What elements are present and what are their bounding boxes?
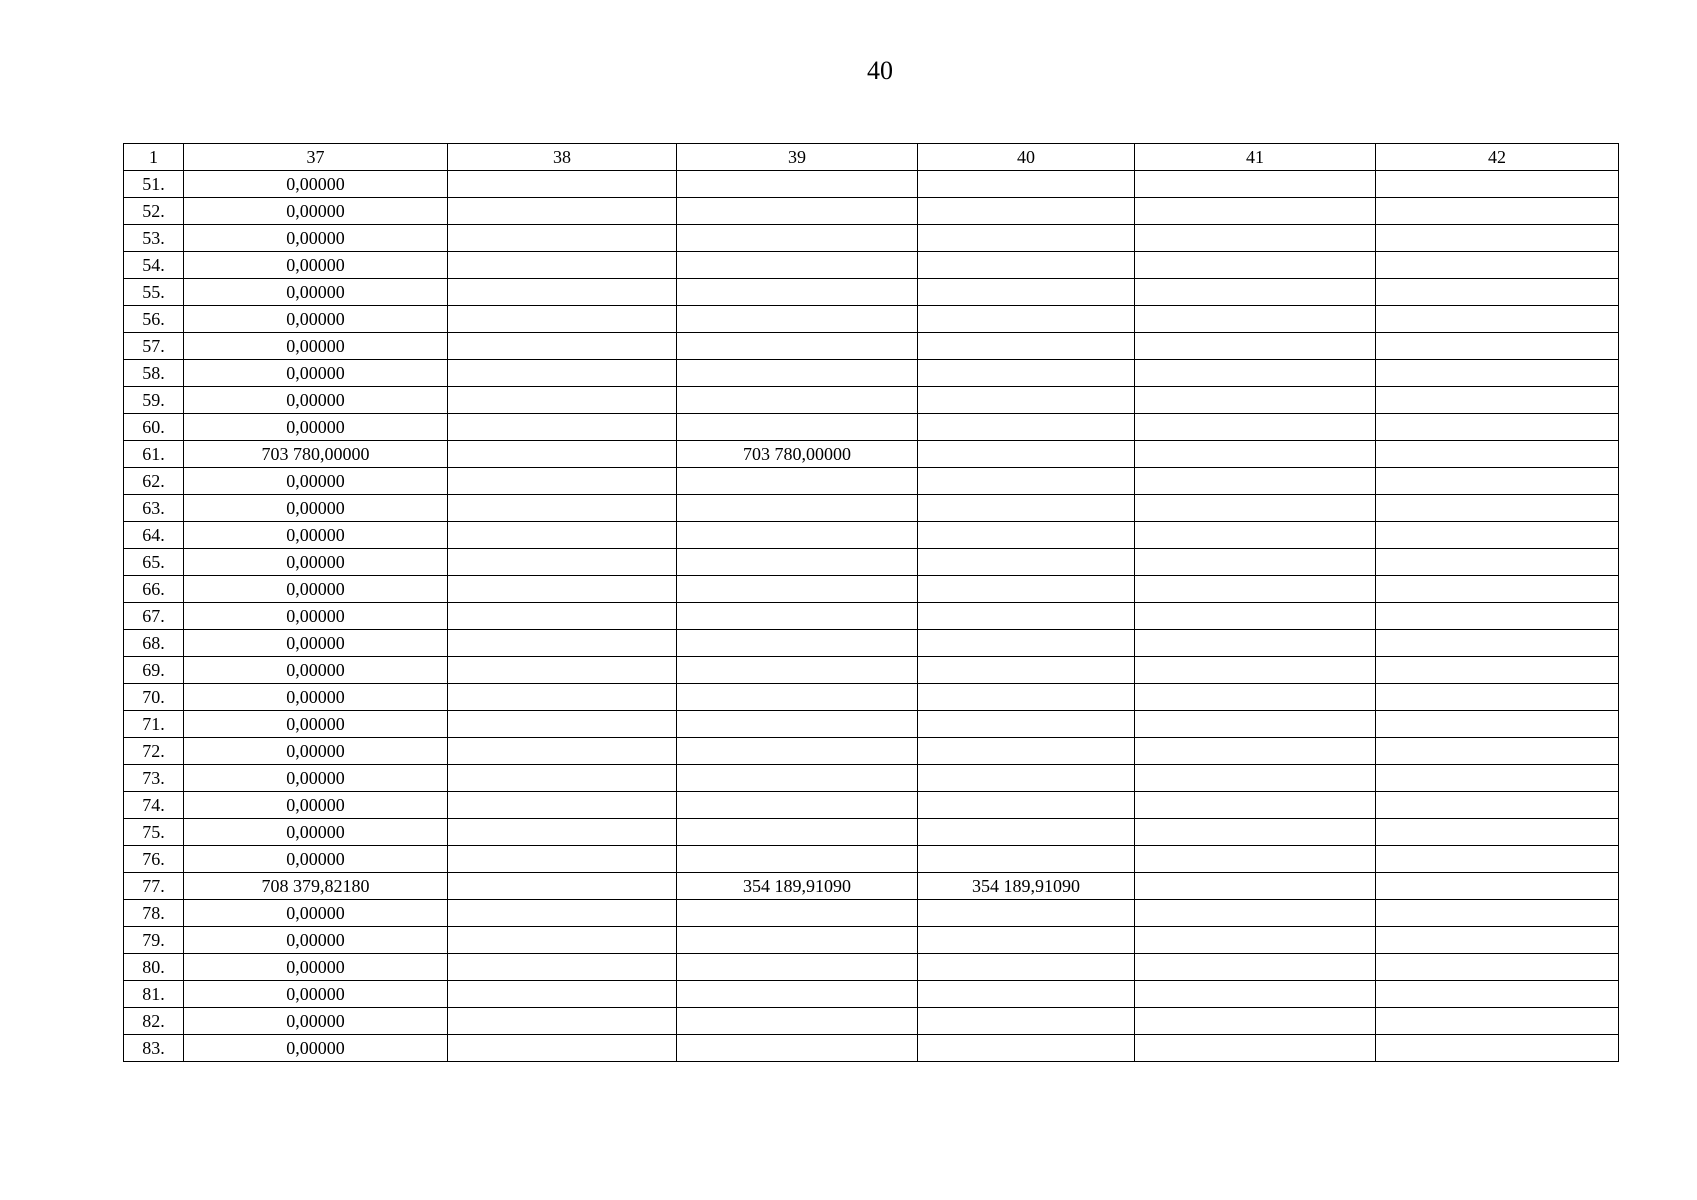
table-row (124, 954, 1619, 981)
table-cell-col-40 (918, 684, 1135, 711)
table-cell-col-42 (1376, 279, 1619, 306)
table-cell-col-37: 0,00000 (184, 927, 448, 954)
table-cell-col-42 (1376, 765, 1619, 792)
header-cell-col-39: 39 (677, 144, 918, 171)
table-cell-col-41 (1135, 846, 1376, 873)
table-cell-row-number: 63. (124, 495, 184, 522)
table-cell-col-40 (918, 171, 1135, 198)
table-cell-col-38 (448, 576, 677, 603)
table-cell-col-37: 0,00000 (184, 252, 448, 279)
table-body (124, 171, 1619, 1062)
table-cell-col-39 (677, 954, 918, 981)
table-row (124, 414, 1619, 441)
table-cell-row-number: 81. (124, 981, 184, 1008)
table-cell-col-40 (918, 198, 1135, 225)
table-cell-col-42 (1376, 441, 1619, 468)
table-row (124, 387, 1619, 414)
table-cell-col-41 (1135, 225, 1376, 252)
table-row (124, 819, 1619, 846)
table-cell-col-40 (918, 819, 1135, 846)
table-cell-col-37: 708 379,82180 (184, 873, 448, 900)
table-cell-col-40 (918, 441, 1135, 468)
table-cell-col-42 (1376, 1008, 1619, 1035)
table-cell-col-42 (1376, 603, 1619, 630)
table-cell-col-39 (677, 738, 918, 765)
table-cell-col-38 (448, 603, 677, 630)
table-cell-col-41 (1135, 711, 1376, 738)
table-cell-col-39 (677, 495, 918, 522)
table-cell-col-42 (1376, 198, 1619, 225)
table-cell-col-41 (1135, 441, 1376, 468)
table-cell-col-38 (448, 387, 677, 414)
table-cell-col-38 (448, 171, 677, 198)
table-row (124, 441, 1619, 468)
table-row (124, 684, 1619, 711)
table-cell-col-41 (1135, 576, 1376, 603)
table-cell-col-37: 0,00000 (184, 684, 448, 711)
table-cell-col-40 (918, 414, 1135, 441)
table-cell-col-40: 354 189,91090 (918, 873, 1135, 900)
table-cell-row-number: 54. (124, 252, 184, 279)
table-cell-col-38 (448, 792, 677, 819)
table-cell-col-42 (1376, 468, 1619, 495)
table-cell-row-number: 77. (124, 873, 184, 900)
table-cell-col-40 (918, 738, 1135, 765)
table-row (124, 1008, 1619, 1035)
table-cell-row-number: 83. (124, 1035, 184, 1062)
table-cell-col-42 (1376, 414, 1619, 441)
table-cell-col-38 (448, 252, 677, 279)
table-row (124, 846, 1619, 873)
table-cell-col-37: 0,00000 (184, 1035, 448, 1062)
table-row (124, 171, 1619, 198)
table-cell-col-42 (1376, 522, 1619, 549)
table-cell-col-41 (1135, 252, 1376, 279)
table-cell-row-number: 61. (124, 441, 184, 468)
table-cell-col-37: 0,00000 (184, 387, 448, 414)
table-cell-col-40 (918, 927, 1135, 954)
table-row (124, 981, 1619, 1008)
table-cell-col-40 (918, 279, 1135, 306)
table-cell-col-40 (918, 252, 1135, 279)
table-row (124, 306, 1619, 333)
table-cell-col-37: 0,00000 (184, 819, 448, 846)
table-cell-col-37: 0,00000 (184, 738, 448, 765)
table-cell-col-41 (1135, 1035, 1376, 1062)
table-cell-col-39 (677, 603, 918, 630)
table-cell-row-number: 52. (124, 198, 184, 225)
table-cell-col-39: 354 189,91090 (677, 873, 918, 900)
table-cell-col-41 (1135, 495, 1376, 522)
table-cell-row-number: 78. (124, 900, 184, 927)
table-cell-row-number: 55. (124, 279, 184, 306)
table-cell-col-41 (1135, 387, 1376, 414)
table-cell-row-number: 68. (124, 630, 184, 657)
table-cell-col-40 (918, 792, 1135, 819)
table-row (124, 900, 1619, 927)
table-cell-col-37: 0,00000 (184, 603, 448, 630)
table-cell-col-42 (1376, 306, 1619, 333)
table-cell-row-number: 82. (124, 1008, 184, 1035)
table-cell-col-40 (918, 495, 1135, 522)
table-cell-col-41 (1135, 279, 1376, 306)
table-cell-col-38 (448, 306, 677, 333)
table-cell-col-37: 0,00000 (184, 900, 448, 927)
table-cell-col-38 (448, 414, 677, 441)
table-cell-col-40 (918, 846, 1135, 873)
table-cell-col-38 (448, 900, 677, 927)
table-cell-col-41 (1135, 333, 1376, 360)
table-cell-col-42 (1376, 954, 1619, 981)
table-cell-col-40 (918, 711, 1135, 738)
table-row (124, 495, 1619, 522)
table-cell-col-38 (448, 468, 677, 495)
table-cell-col-42 (1376, 927, 1619, 954)
table-cell-col-37: 0,00000 (184, 657, 448, 684)
table-cell-col-41 (1135, 819, 1376, 846)
table-cell-col-42 (1376, 549, 1619, 576)
table-cell-col-39 (677, 333, 918, 360)
table-cell-col-41 (1135, 198, 1376, 225)
table-cell-col-39 (677, 657, 918, 684)
table-cell-col-39 (677, 711, 918, 738)
table-cell-col-41 (1135, 765, 1376, 792)
table-cell-row-number: 76. (124, 846, 184, 873)
header-cell-col-41: 41 (1135, 144, 1376, 171)
table-cell-col-37: 0,00000 (184, 630, 448, 657)
table-cell-col-37: 0,00000 (184, 279, 448, 306)
table-cell-col-39 (677, 630, 918, 657)
table-cell-col-38 (448, 819, 677, 846)
table-cell-row-number: 66. (124, 576, 184, 603)
table-cell-col-39 (677, 927, 918, 954)
table-cell-col-41 (1135, 792, 1376, 819)
table-cell-row-number: 79. (124, 927, 184, 954)
table-cell-row-number: 59. (124, 387, 184, 414)
table-cell-col-41 (1135, 738, 1376, 765)
table-cell-col-40 (918, 468, 1135, 495)
header-cell-col-38: 38 (448, 144, 677, 171)
table-cell-col-41 (1135, 603, 1376, 630)
table-row (124, 333, 1619, 360)
table-cell-col-38 (448, 198, 677, 225)
table-cell-col-41 (1135, 900, 1376, 927)
table-cell-col-42 (1376, 738, 1619, 765)
table-cell-col-37: 0,00000 (184, 549, 448, 576)
table-cell-row-number: 74. (124, 792, 184, 819)
table-cell-col-42 (1376, 387, 1619, 414)
table-row (124, 927, 1619, 954)
table-cell-col-37: 0,00000 (184, 360, 448, 387)
table-cell-col-42 (1376, 684, 1619, 711)
table-row (124, 549, 1619, 576)
table-cell-col-41 (1135, 684, 1376, 711)
table-cell-col-38 (448, 549, 677, 576)
table-cell-row-number: 65. (124, 549, 184, 576)
table-cell-col-41 (1135, 1008, 1376, 1035)
table-cell-row-number: 56. (124, 306, 184, 333)
table-cell-col-39 (677, 414, 918, 441)
table-cell-col-42 (1376, 711, 1619, 738)
table-cell-col-37: 0,00000 (184, 468, 448, 495)
table-cell-col-39 (677, 306, 918, 333)
header-cell-col-37: 37 (184, 144, 448, 171)
table-cell-col-41 (1135, 522, 1376, 549)
table-cell-col-40 (918, 765, 1135, 792)
table-row (124, 873, 1619, 900)
table-cell-col-39 (677, 171, 918, 198)
header-cell-col-40: 40 (918, 144, 1135, 171)
table-cell-col-40 (918, 657, 1135, 684)
table-row (124, 468, 1619, 495)
table-cell-col-37: 0,00000 (184, 306, 448, 333)
header-cell-col-1: 1 (124, 144, 184, 171)
table-cell-col-38 (448, 522, 677, 549)
table-cell-col-39 (677, 387, 918, 414)
table-row (124, 1035, 1619, 1062)
table-cell-col-42 (1376, 873, 1619, 900)
table-cell-col-39 (677, 684, 918, 711)
table-cell-col-38 (448, 630, 677, 657)
table-cell-col-39 (677, 468, 918, 495)
table-cell-col-42 (1376, 171, 1619, 198)
table-row (124, 522, 1619, 549)
table-cell-col-37: 0,00000 (184, 792, 448, 819)
table-cell-col-41 (1135, 630, 1376, 657)
table-row (124, 630, 1619, 657)
table-cell-col-40 (918, 306, 1135, 333)
table-cell-row-number: 67. (124, 603, 184, 630)
table-cell-row-number: 58. (124, 360, 184, 387)
table-row (124, 657, 1619, 684)
table-cell-col-42 (1376, 252, 1619, 279)
table-row (124, 765, 1619, 792)
table-cell-col-42 (1376, 495, 1619, 522)
table-cell-col-38 (448, 495, 677, 522)
table-cell-col-39 (677, 576, 918, 603)
table-cell-col-39 (677, 846, 918, 873)
table-cell-col-39 (677, 1008, 918, 1035)
table-cell-row-number: 62. (124, 468, 184, 495)
table-cell-col-42 (1376, 819, 1619, 846)
table-cell-col-41 (1135, 468, 1376, 495)
table-cell-col-42 (1376, 225, 1619, 252)
table-cell-col-40 (918, 981, 1135, 1008)
table-cell-col-38 (448, 657, 677, 684)
table-cell-col-40 (918, 549, 1135, 576)
table-cell-row-number: 75. (124, 819, 184, 846)
table-row (124, 198, 1619, 225)
table-cell-row-number: 80. (124, 954, 184, 981)
table-row (124, 738, 1619, 765)
table-cell-col-41 (1135, 981, 1376, 1008)
table-cell-row-number: 72. (124, 738, 184, 765)
table-cell-row-number: 57. (124, 333, 184, 360)
table-cell-col-39 (677, 900, 918, 927)
table-cell-col-42 (1376, 576, 1619, 603)
table-cell-col-37: 0,00000 (184, 576, 448, 603)
table-cell-col-38 (448, 846, 677, 873)
table-cell-col-37: 0,00000 (184, 1008, 448, 1035)
table-cell-col-38 (448, 738, 677, 765)
table-cell-col-37: 0,00000 (184, 414, 448, 441)
table-cell-col-42 (1376, 792, 1619, 819)
table-cell-col-38 (448, 927, 677, 954)
table-cell-col-42 (1376, 657, 1619, 684)
table-cell-row-number: 53. (124, 225, 184, 252)
table-cell-col-38 (448, 360, 677, 387)
table-cell-col-41 (1135, 927, 1376, 954)
table-cell-col-37: 0,00000 (184, 198, 448, 225)
table-cell-col-39 (677, 360, 918, 387)
table-row (124, 225, 1619, 252)
table-cell-col-39 (677, 522, 918, 549)
table-cell-col-37: 0,00000 (184, 333, 448, 360)
table-cell-col-39: 703 780,00000 (677, 441, 918, 468)
table-cell-col-41 (1135, 306, 1376, 333)
table-cell-row-number: 51. (124, 171, 184, 198)
table-cell-col-39 (677, 198, 918, 225)
table-cell-col-42 (1376, 360, 1619, 387)
table-cell-col-38 (448, 873, 677, 900)
table-cell-col-38 (448, 711, 677, 738)
table-cell-col-42 (1376, 630, 1619, 657)
table-cell-col-42 (1376, 981, 1619, 1008)
table-cell-col-42 (1376, 333, 1619, 360)
table-cell-col-40 (918, 225, 1135, 252)
table-cell-col-41 (1135, 657, 1376, 684)
table-cell-col-42 (1376, 900, 1619, 927)
table-cell-col-37: 0,00000 (184, 225, 448, 252)
table-cell-col-38 (448, 333, 677, 360)
table-cell-col-40 (918, 1035, 1135, 1062)
table-cell-col-37: 0,00000 (184, 954, 448, 981)
page-number: 40 (867, 56, 893, 85)
table-cell-col-38 (448, 1035, 677, 1062)
table-cell-col-40 (918, 576, 1135, 603)
table-cell-col-38 (448, 765, 677, 792)
table-cell-row-number: 64. (124, 522, 184, 549)
table-cell-col-40 (918, 387, 1135, 414)
table-cell-col-38 (448, 684, 677, 711)
table-cell-col-41 (1135, 549, 1376, 576)
data-table (123, 143, 1619, 1062)
table-cell-col-39 (677, 252, 918, 279)
table-cell-col-40 (918, 360, 1135, 387)
table-cell-col-38 (448, 981, 677, 1008)
table-cell-col-39 (677, 765, 918, 792)
table-cell-col-37: 703 780,00000 (184, 441, 448, 468)
table-cell-row-number: 71. (124, 711, 184, 738)
table-cell-col-39 (677, 279, 918, 306)
table-cell-col-40 (918, 954, 1135, 981)
table-cell-col-41 (1135, 873, 1376, 900)
table-row (124, 711, 1619, 738)
table-cell-col-37: 0,00000 (184, 765, 448, 792)
table-cell-col-39 (677, 549, 918, 576)
table-cell-col-37: 0,00000 (184, 981, 448, 1008)
header-row (124, 144, 1619, 171)
table-cell-col-38 (448, 954, 677, 981)
table-cell-col-39 (677, 792, 918, 819)
table-cell-col-40 (918, 603, 1135, 630)
table-cell-col-37: 0,00000 (184, 711, 448, 738)
table-row (124, 360, 1619, 387)
table-cell-col-42 (1376, 1035, 1619, 1062)
table-cell-row-number: 69. (124, 657, 184, 684)
table-cell-col-38 (448, 1008, 677, 1035)
table-cell-col-40 (918, 333, 1135, 360)
table-row (124, 279, 1619, 306)
table-cell-col-39 (677, 225, 918, 252)
table-row (124, 576, 1619, 603)
table-cell-col-41 (1135, 360, 1376, 387)
table-cell-col-41 (1135, 171, 1376, 198)
table-cell-col-40 (918, 1008, 1135, 1035)
table-cell-col-41 (1135, 414, 1376, 441)
table-cell-col-40 (918, 900, 1135, 927)
table-cell-col-39 (677, 981, 918, 1008)
table-cell-col-38 (448, 441, 677, 468)
table-cell-row-number: 70. (124, 684, 184, 711)
table-cell-col-41 (1135, 954, 1376, 981)
table-cell-col-38 (448, 279, 677, 306)
table-cell-col-39 (677, 1035, 918, 1062)
table-cell-col-40 (918, 522, 1135, 549)
table-cell-col-37: 0,00000 (184, 171, 448, 198)
header-cell-col-42: 42 (1376, 144, 1619, 171)
table-cell-col-37: 0,00000 (184, 522, 448, 549)
table-row (124, 603, 1619, 630)
table-row (124, 792, 1619, 819)
table-cell-col-37: 0,00000 (184, 846, 448, 873)
table-row (124, 252, 1619, 279)
table-cell-row-number: 60. (124, 414, 184, 441)
table-cell-col-42 (1376, 846, 1619, 873)
table-cell-col-37: 0,00000 (184, 495, 448, 522)
table-cell-col-40 (918, 630, 1135, 657)
table-cell-col-38 (448, 225, 677, 252)
table-cell-row-number: 73. (124, 765, 184, 792)
table-cell-col-39 (677, 819, 918, 846)
